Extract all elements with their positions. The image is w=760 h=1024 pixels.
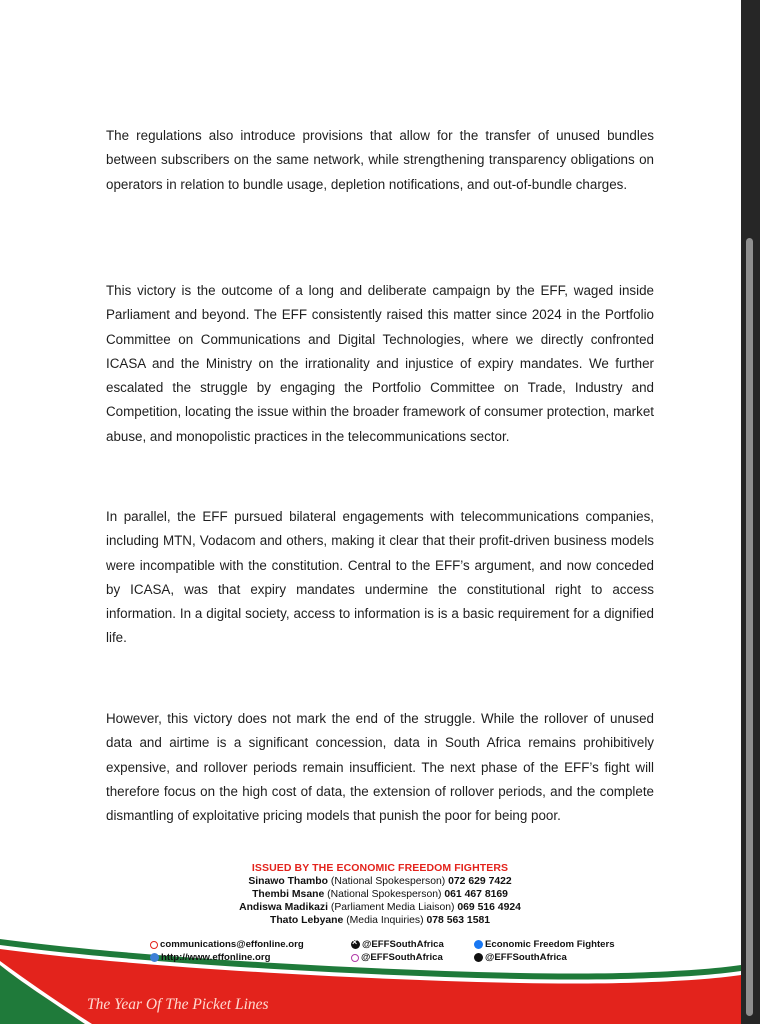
- paragraph-campaign: This victory is the outcome of a long and deliberate campaign by the EFF, waged inside Parliament and beyond. The EFF consistently raised this matter since 2024 in the Portfolio Committee on Communications and Digital Technologies, where we directly confronted ICASA and the Ministry on the irrationality and injustice of expiry mandates. We further escalated the struggle by engaging the Portfolio Committee on Trade, Industry and Competition, locating the issue within the broader framework of consumer protection, market abuse, and monopolistic practices in the telecommunications sector.: [106, 283, 654, 444]
- contact-line: [0, 876, 741, 887]
- contact-name: Sinawo Thambo: [248, 876, 328, 887]
- contact-phone: 069 516 4924: [457, 902, 521, 913]
- paragraph-next-phase: However, this victory does not mark the end of the struggle. While the rollover of unused data and airtime is a significant concession, data in South Africa remains prohibitively expensive, and rollover periods remain insufficient. The next phase of the EFF’s fight will therefore focus on the high cost of data, the extension of rollover periods, and the complete dismantling of exploitative pricing models that punish the poor for being poor.: [106, 711, 654, 824]
- contact-role: (Parliament Media Liaison): [330, 902, 455, 913]
- x-handle-link[interactable]: × @EFFSouthAfrica: [351, 939, 444, 950]
- instagram-icon: [351, 954, 359, 962]
- paragraph-bilateral-engagements: In parallel, the EFF pursued bilateral engagements with telecommunications companies, including MTN, Vodacom and others, making it clear that their profit-driven business models were incompatible with the constitution. Central to the EFF’s argument, and now conceded by ICASA, was that expiry mandates undermine the constitutional right to access information. In a digital society, access to information is is a basic requirement for a dignified life.: [106, 509, 654, 646]
- motto-text: The Year Of The Picket Lines: [87, 996, 269, 1013]
- facebook-link[interactable]: Economic Freedom Fighters: [474, 939, 615, 950]
- contact-phone: 078 563 1581: [426, 915, 491, 926]
- email-icon: [150, 941, 158, 949]
- contact-role: (National Spokesperson): [327, 889, 442, 900]
- contact-role: (National Spokesperson): [330, 876, 446, 887]
- contact-role: (Media Inquiries): [346, 915, 424, 926]
- x-icon: [351, 940, 360, 949]
- contact-name: Thato Lebyane: [269, 915, 344, 926]
- contact-phone: 072 629 7422: [448, 876, 512, 887]
- contact-phone: 061 467 8169: [444, 889, 508, 900]
- tiktok-icon: [474, 953, 483, 962]
- instagram-handle-link[interactable]: @EFFSouthAfrica: [351, 952, 443, 963]
- contact-line: [0, 889, 741, 900]
- globe-icon: [150, 953, 159, 962]
- email-link[interactable]: communications@effonline.org: [150, 939, 304, 950]
- scrollbar-thumb[interactable]: [746, 238, 753, 1016]
- contact-line: [0, 902, 741, 913]
- issued-by-heading: ISSUED BY THE ECONOMIC FREEDOM FIGHTERS: [251, 862, 509, 874]
- paragraph-transfer-bundles: The regulations also introduce provisions that allow for the transfer of unused bundles between subscribers on the same network, while strengthening transparency obligations on operators in relation to bundle usage, depletion notifications, and out-of-bundle charges.: [106, 128, 654, 192]
- contact-name: Thembi Msane: [252, 889, 325, 900]
- contact-name: Andiswa Madikazi: [239, 902, 328, 913]
- website-link[interactable]: http://www.effonline.org: [150, 952, 270, 963]
- tiktok-handle-link[interactable]: @EFFSouthAfrica: [474, 952, 567, 963]
- facebook-icon: [474, 940, 483, 949]
